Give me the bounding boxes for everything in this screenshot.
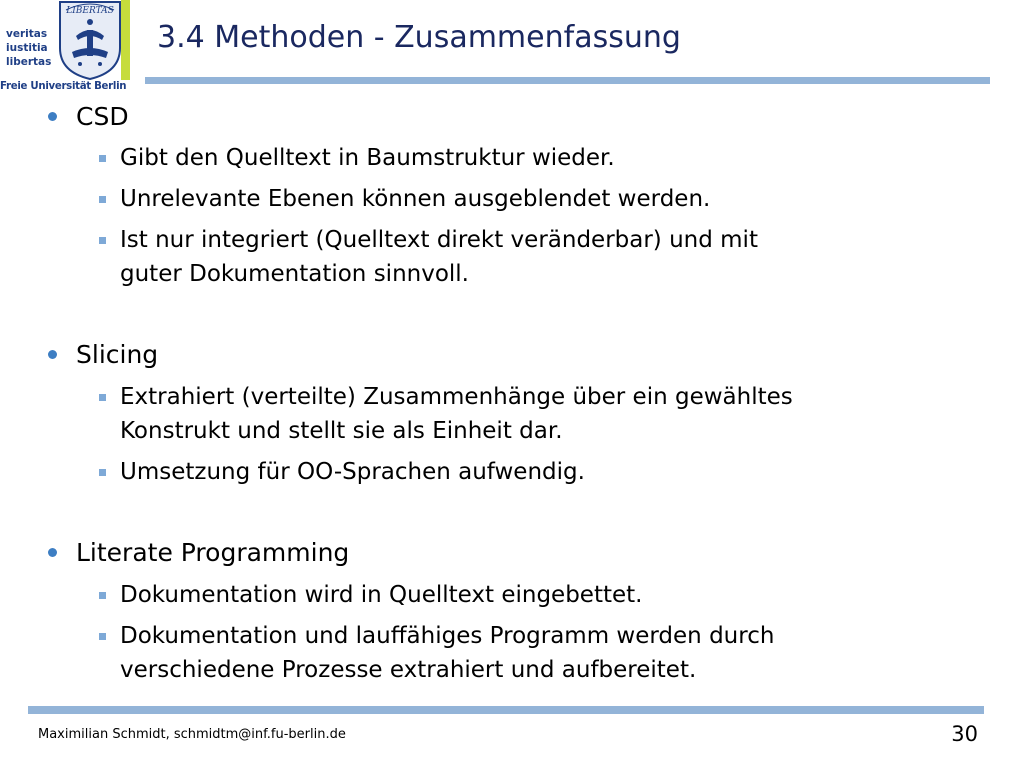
- logo-motto-line: veritas: [6, 28, 48, 40]
- university-logo: [0, 0, 130, 96]
- bullet-text: Extrahiert (verteilte) Zusammenhänge über ein gewähltes: [120, 384, 793, 410]
- bullet-text-continued: verschiedene Prozesse extrahiert und aufbereitet.: [120, 657, 697, 683]
- logo-university-name: Freie Universität Berlin: [0, 81, 127, 92]
- logo-accent-bar: [121, 0, 130, 80]
- section-heading: Slicing: [76, 340, 159, 369]
- logo-motto-line: iustitia: [6, 42, 48, 54]
- sub-bullet-icon: [99, 394, 106, 401]
- sub-bullet-icon: [99, 196, 106, 203]
- bullet-icon: [48, 548, 57, 557]
- bullet-text: Unrelevante Ebenen können ausgeblendet werden.: [120, 186, 711, 212]
- university-seal-icon: [58, 0, 128, 80]
- bullet-text: Dokumentation wird in Quelltext eingebettet.: [120, 582, 643, 608]
- sub-bullet-icon: [99, 469, 106, 476]
- bullet-text-continued: Konstrukt und stellt sie als Einheit dar.: [120, 418, 563, 444]
- page-number: 30: [951, 722, 978, 746]
- sub-bullet-icon: [99, 633, 106, 640]
- slide-title: 3.4 Methoden - Zusammenfassung: [157, 20, 681, 55]
- bullet-text: Umsetzung für OO-Sprachen aufwendig.: [120, 459, 585, 485]
- svg-text:LIBERTAS: LIBERTAS: [66, 6, 114, 16]
- bullet-icon: [48, 112, 57, 121]
- section-heading: CSD: [76, 102, 129, 131]
- sub-bullet-icon: [99, 237, 106, 244]
- logo-motto: [6, 27, 51, 69]
- sub-bullet-icon: [99, 155, 106, 162]
- section-heading: Literate Programming: [76, 538, 350, 567]
- bullet-text: Dokumentation und lauffähiges Programm werden durch: [120, 623, 775, 649]
- title-divider: [145, 77, 990, 84]
- bullet-icon: [48, 350, 57, 359]
- sub-bullet-icon: [99, 592, 106, 599]
- bullet-text-continued: guter Dokumentation sinnvoll.: [120, 261, 469, 287]
- bullet-text: Gibt den Quelltext in Baumstruktur wieder.: [120, 145, 615, 171]
- footer-divider: [28, 706, 984, 714]
- bullet-text: Ist nur integriert (Quelltext direkt veränderbar) und mit: [120, 227, 758, 253]
- footer-author: Maximilian Schmidt, schmidtm@inf.fu-berlin.de: [38, 727, 346, 742]
- logo-motto-line: libertas: [6, 56, 52, 68]
